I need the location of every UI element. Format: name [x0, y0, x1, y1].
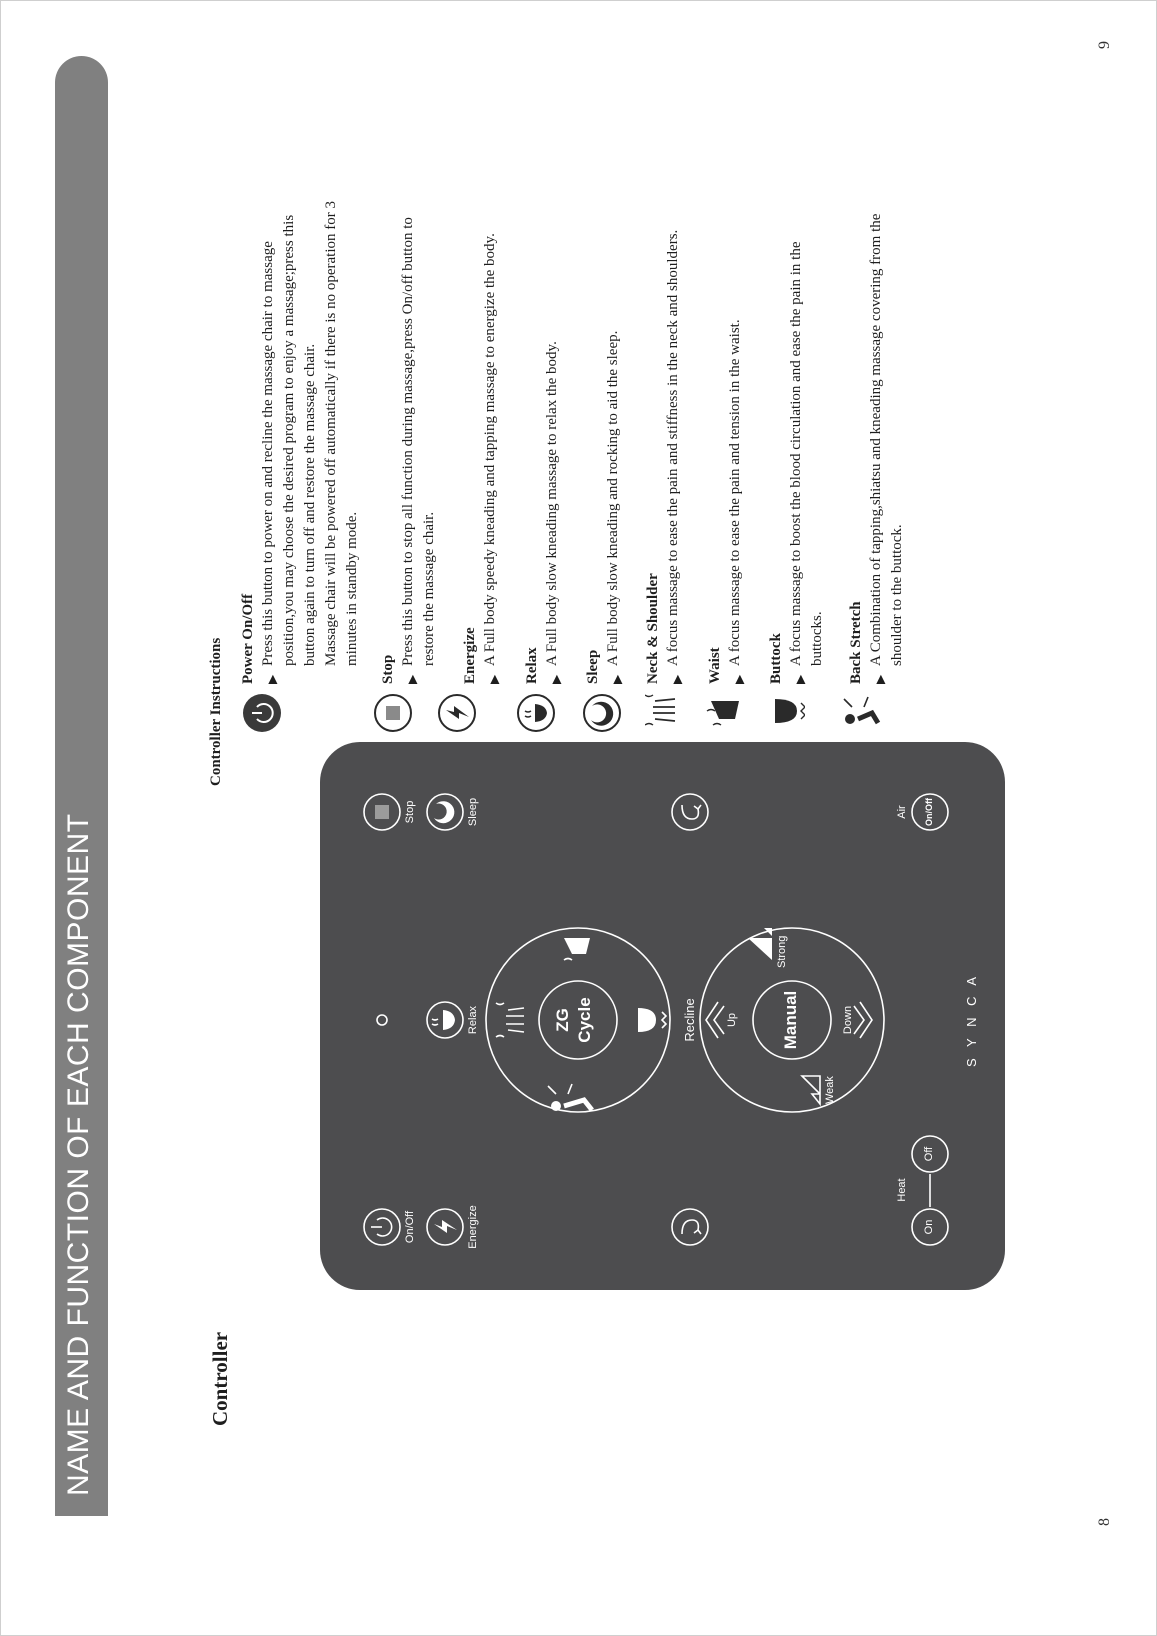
power-on-off-bullet: ▶ [265, 674, 279, 684]
relax-button-icon [427, 1002, 463, 1038]
waist-dial-icon [564, 938, 590, 960]
indicator-light-icon [377, 1015, 387, 1025]
neck-shoulder-line-1: A focus massage to ease the pain and stiffness in the neck and shoulders. [665, 229, 681, 666]
energize-line-1: A Full body speedy kneading and tapping massage to energize the body. [482, 233, 498, 666]
cycle-label: Cycle [575, 997, 594, 1043]
stop-line-1: Press this button to stop all function during massage,press On/off button to [400, 217, 416, 666]
buttock-dial-icon [638, 1008, 666, 1032]
power-button-icon [364, 1209, 400, 1245]
teacup-icon [516, 693, 556, 733]
heat-off-label: Off [923, 1146, 935, 1162]
back-stretch-line-2: shoulder to the buttock. [889, 524, 905, 666]
sleep-button-icon [427, 794, 463, 830]
sleep-title: Sleep [585, 649, 601, 684]
manual-label: Manual [781, 990, 800, 1050]
zg-label: ZG [553, 1008, 572, 1032]
strong-intensity-icon [748, 928, 772, 960]
air-on-off-label: On/Off [924, 798, 934, 826]
power-icon [242, 693, 282, 733]
sleep-bullet: ▶ [610, 674, 624, 684]
stop-icon [373, 693, 413, 733]
waist-title: Waist [707, 647, 723, 684]
page-number-right: 9 [1096, 41, 1113, 49]
energize-title: Energize [462, 627, 478, 684]
buttock-title: Buttock [768, 633, 784, 684]
air-label: Air [896, 805, 908, 819]
relax-label: Relax [467, 1005, 479, 1035]
power-on-off-line-5: minutes in standby mode. [344, 511, 360, 666]
neck-shoulder-bullet: ▶ [670, 674, 684, 684]
stop-button-icon [364, 794, 400, 830]
buttock-line-1: A focus massage to boost the blood circulation and ease the pain in the [788, 241, 804, 666]
back-stretch-title: Back Stretch [848, 601, 864, 684]
energize-button-icon [427, 1209, 463, 1245]
power-on-off-title: Power On/Off [240, 593, 256, 684]
energize-bullet: ▶ [487, 674, 501, 684]
energize-label: Energize [467, 1205, 479, 1249]
buttock-line-2: buttocks. [809, 611, 825, 666]
waist-icon [705, 691, 745, 731]
back-stretch-icon [842, 691, 882, 731]
controller-heading: Controller [208, 1331, 232, 1426]
stop-bullet: ▶ [405, 674, 419, 684]
neck-shoulder-icon [645, 691, 685, 731]
recline-forward-button-icon [672, 794, 708, 830]
moon-icon [582, 693, 622, 733]
up-label: Up [726, 1012, 738, 1028]
instructions-heading: Controller Instructions [208, 637, 224, 786]
power-on-off-line-1: Press this button to power on and recline the massage chair to massage [260, 241, 276, 666]
buttock-bullet: ▶ [793, 674, 807, 684]
section-title: NAME AND FUNCTION OF EACH COMPONENT [62, 813, 95, 1496]
strong-label: Strong [776, 935, 788, 968]
stop-label: Stop [404, 800, 416, 824]
neck-shoulder-title: Neck & Shoulder [645, 573, 661, 684]
sleep-line-1: A Full body slow kneading and rocking to aid the sleep. [605, 330, 621, 666]
buttock-icon [765, 691, 805, 731]
weak-label: Weak [824, 1076, 836, 1104]
weak-intensity-icon [802, 1076, 820, 1104]
recline-back-button-icon [672, 1209, 708, 1245]
back-stretch-line-1: A Combination of tapping,shiatsu and kneading massage covering from the [868, 213, 884, 666]
relax-title: Relax [524, 647, 540, 684]
relax-line-1: A Full body slow kneading massage to relax the body. [544, 341, 560, 666]
power-on-off-line-2: position,you may choose the desired program to enjoy a massage;press this [281, 214, 297, 666]
remote-controller-graphics [320, 742, 1005, 1290]
stop-title: Stop [380, 654, 396, 684]
waist-line-1: A focus massage to ease the pain and tension in the waist. [727, 319, 743, 666]
sleep-label: Sleep [467, 797, 479, 827]
stop-line-2: restore the massage chair. [421, 511, 437, 666]
brand-logo: S Y N C A [964, 972, 979, 1068]
remote-controller-illustration [320, 742, 1005, 1290]
power-on-off-line-4: Massage chair will be powered off automatically if there is no operation for 3 [323, 201, 339, 666]
back-stretch-bullet: ▶ [873, 674, 887, 684]
down-arrow-icon [854, 1002, 872, 1038]
lightning-icon [437, 693, 477, 733]
down-label: Down [842, 1005, 854, 1035]
page-number-left: 8 [1096, 1518, 1113, 1526]
neck-shoulder-dial-icon [496, 1003, 524, 1037]
back-stretch-dial-icon [548, 1084, 592, 1111]
section-header-band [55, 56, 108, 1516]
up-arrow-icon [706, 1002, 724, 1038]
on-off-label: On/Off [404, 1210, 416, 1244]
heat-label: Heat [896, 1178, 908, 1202]
recline-label: Recline [682, 998, 697, 1042]
waist-bullet: ▶ [732, 674, 746, 684]
relax-bullet: ▶ [549, 674, 563, 684]
heat-on-label: On [923, 1219, 935, 1235]
power-on-off-line-3: button again to turn off and restore the massage chair. [302, 343, 318, 666]
